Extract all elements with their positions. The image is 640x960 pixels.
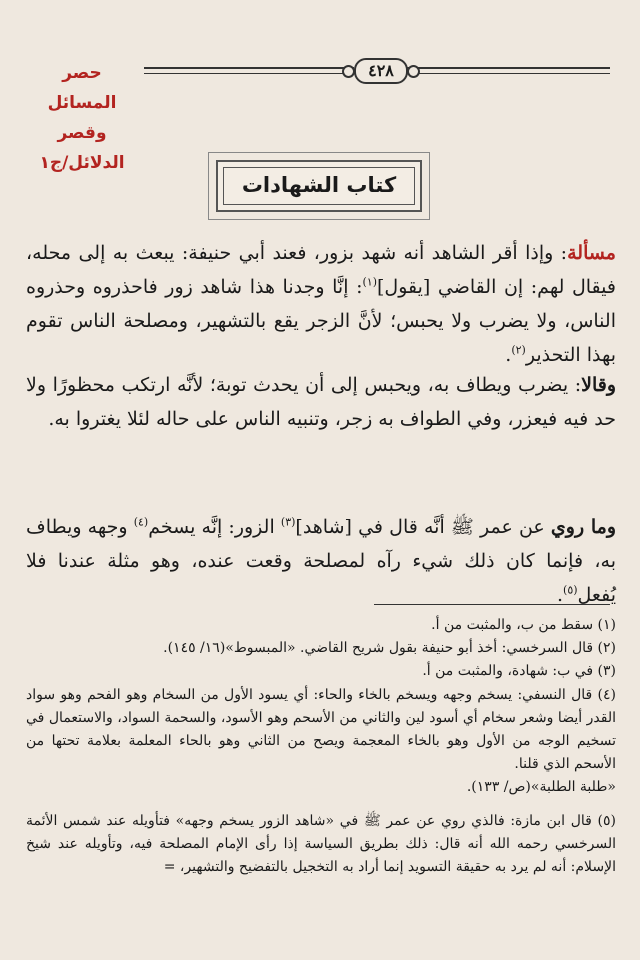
qala-label: وقالا <box>581 374 616 396</box>
header-rule-right <box>404 67 610 74</box>
paragraph-text: وجهه ويطاف به، فإنما كان ذلك شيء رآه لمصلحة وقعت عنده، وهو مثلة عندنا فلا يُفعل <box>26 516 616 606</box>
paragraph-text: الزور: إنَّه يسخم <box>148 516 281 538</box>
footnote-ref: (٣) <box>280 515 296 529</box>
running-title: حصر المسائل وقصر الدلائل/ج١ <box>39 63 125 173</box>
chapter-title-frame <box>216 160 422 212</box>
footnote-2: (٢) قال السرخسي: أخذ أبو حنيفة بقول شريح القاضي. «المبسوط»(١٦/ ١٤٥). <box>163 640 616 656</box>
paragraph-text: : يضرب ويطاف به، ويحبس إلى أن يحدث توبة؛ لأنَّه ارتكب محظورًا ولا حد فيه فيعزر، وفي الطواف به زجر، وتنبيه الناس على حاله لئلا يغتروا به. <box>26 374 616 430</box>
paragraph-ma-ruwiya <box>26 510 616 612</box>
footnote-ref: (٢) <box>511 343 526 357</box>
footnote-1: (١) سقط من ب، والمثبت من أ. <box>431 617 616 633</box>
chapter-title: كتاب الشهادات <box>241 173 397 197</box>
footnote-4-source: «طلبة الطلبة»(ص/ ١٣٣). <box>466 779 616 795</box>
paragraph-text: : وإذا أقر الشاهد أنه شهد بزور، فعند أبي حنيفة: يبعث به إلى محله، فيقال لهم: إن القاضي [يقول] <box>26 242 616 298</box>
ma-ruwiya-label: وما روي <box>550 516 616 538</box>
paragraph-qala <box>26 368 616 436</box>
footnote-ref: (٥) <box>563 583 578 597</box>
footnote-ref: (١) <box>362 275 377 289</box>
footnote-divider <box>374 604 610 605</box>
footnote-ref: (٤) <box>133 515 149 529</box>
paragraph-text: : إنَّا وجدنا هذا شاهد زور فاحذروه وحذروه الناس، ولا يضرب ولا يحبس؛ لأنَّ الزجر يقع بالتشهير، ومصلحة الناس تقوم بهذا التحذير <box>26 276 616 366</box>
masala-label: مسألة <box>567 242 616 264</box>
footnote-5: (٥) قال ابن مازة: فالذي روي عن عمر ﷺ في «شاهد الزور يسخم وجهه» فتأويله عند شمس الأئمة السرخسي رحمه الله أنه قال: ذلك بطريق السياسة إذا رأى الإمام المصلحة فيه، وتأويله عند شيخ الإسلام: أنه لم يرد به حقيقة التسويد إنما أراد به التخجيل بالتفضيح والتشهير، = <box>26 813 616 875</box>
footnote-3: (٣) في ب: شهادة، والمثبت من أ. <box>422 663 616 679</box>
header-rule-left <box>144 67 354 74</box>
footnote-4: (٤) قال النسفي: يسخم وجهه ويسخم بالخاء والحاء: أي يسود الأول من السخام وهو الفحم وهو سواد القدر أيضا وشعر سخام أي أسود لين والثاني من الأسحم وهو الأسود، والسحمة السواد، والاستعمال في تسخيم الوجه من الأول وهو بالخاء المعجمة ويصح من الثاني وهو بالحاء المعلمة بعلامة تحتها من الأسحم الذي قلنا. <box>26 687 616 772</box>
paragraph-text: . <box>505 344 512 366</box>
paragraph-masala <box>26 236 616 372</box>
page-number: ٤٢٨ <box>354 58 408 84</box>
paragraph-text: عن عمر ﷺ أنَّه قال في [شاهد] <box>295 516 551 538</box>
page-header <box>26 58 616 173</box>
paragraph-text: . <box>556 584 564 606</box>
